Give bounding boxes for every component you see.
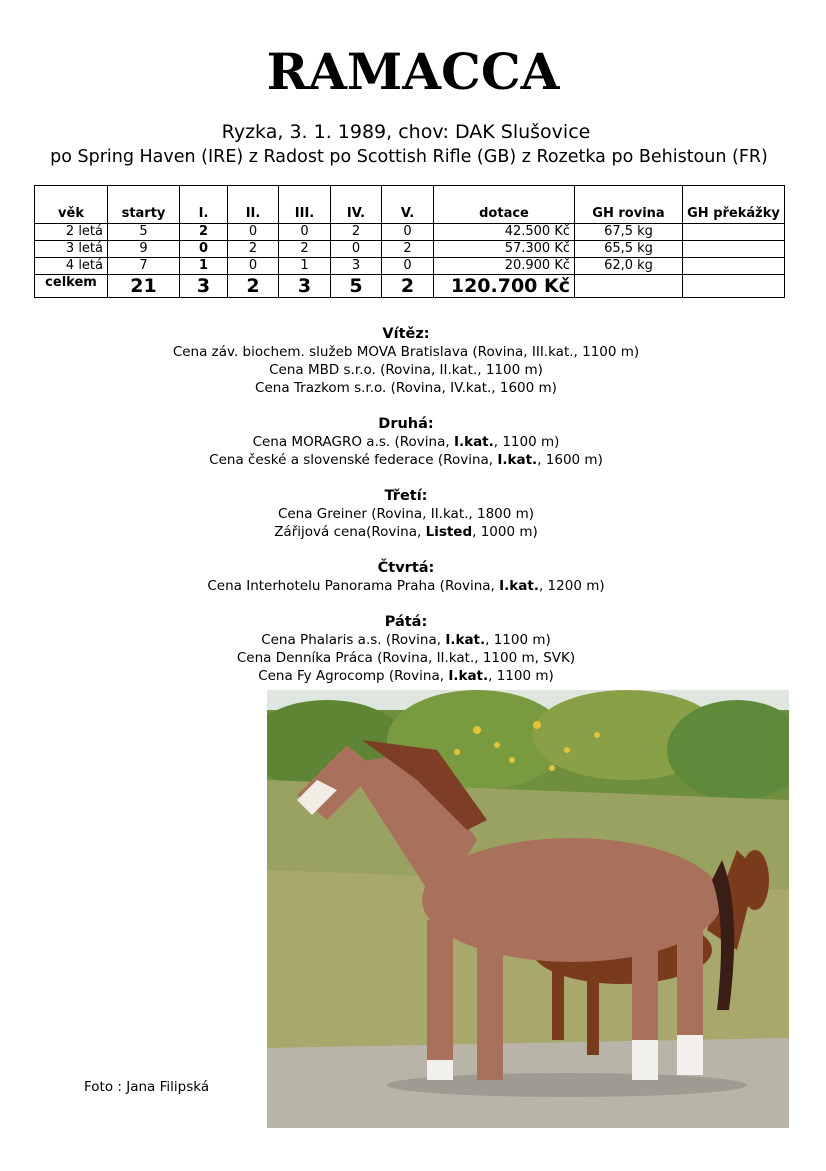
result-line: Cena Interhotelu Panorama Praha (Rovina, I.kat., 1200 m): [207, 578, 605, 594]
total-fourth: 5: [331, 275, 382, 298]
total-starts: 21: [108, 275, 180, 298]
race-results: [0, 325, 812, 685]
cell-fourth: 0: [331, 241, 382, 258]
cell-prize: 20.900 Kč: [434, 258, 575, 275]
cell-starts: 9: [108, 241, 180, 258]
total-fifth: 2: [382, 275, 434, 298]
horse-name-title: RAMACCA: [266, 42, 560, 101]
result-line: Cena Denníka Práca (Rovina, II.kat., 1100 m, SVK): [236, 650, 576, 666]
total-gh-flat: [575, 275, 683, 298]
cell-second: 2: [228, 241, 279, 258]
cell-fifth: 2: [382, 241, 434, 258]
col-header-prize: dotace: [434, 186, 575, 224]
cell-first: 2: [180, 224, 228, 241]
cell-age: 3 letá: [35, 241, 108, 258]
cell-gh-hurdle: [683, 258, 785, 275]
result-line: Cena Phalaris a.s. (Rovina, I.kat., 1100 m): [261, 632, 551, 648]
table-row: [35, 224, 785, 241]
pedigree-line: po Spring Haven (IRE) z Radost po Scottish Rifle (GB) z Rozetka po Behistoun (FR): [50, 147, 768, 167]
total-prize: 120.700 Kč: [434, 275, 575, 298]
cell-fourth: 2: [331, 224, 382, 241]
cell-gh-flat: 65,5 kg: [575, 241, 683, 258]
race-stats-table: [34, 185, 785, 298]
cell-second: 0: [228, 258, 279, 275]
cell-first: 1: [180, 258, 228, 275]
total-second: 2: [228, 275, 279, 298]
result-line: Cena MBD s.r.o. (Rovina, II.kat., 1100 m): [269, 362, 543, 378]
cell-starts: 7: [108, 258, 180, 275]
table-header-row: [35, 186, 785, 224]
cell-third: 2: [279, 241, 331, 258]
section-heading-second: Druhá:: [378, 416, 434, 432]
cell-age: 4 letá: [35, 258, 108, 275]
cell-fifth: 0: [382, 258, 434, 275]
horse-info: Ryzka, 3. 1. 1989, chov: DAK Slušovice: [221, 121, 591, 143]
section-heading-third: Třetí:: [384, 488, 428, 504]
total-first: 3: [180, 275, 228, 298]
cell-fifth: 0: [382, 224, 434, 241]
section-heading-winner: Vítěz:: [382, 326, 430, 342]
cell-third: 1: [279, 258, 331, 275]
result-line: Cena MORAGRO a.s. (Rovina, I.kat., 1100 m): [252, 434, 560, 450]
result-line: Zářijová cena(Rovina, Listed, 1000 m): [274, 524, 538, 540]
cell-prize: 42.500 Kč: [434, 224, 575, 241]
cell-first: 0: [180, 241, 228, 258]
cell-prize: 57.300 Kč: [434, 241, 575, 258]
cell-starts: 5: [108, 224, 180, 241]
photo-credit: Foto : Jana Filipská: [84, 1079, 210, 1095]
cell-gh-hurdle: [683, 241, 785, 258]
section-heading-fifth: Pátá:: [384, 614, 428, 630]
total-label: celkem: [35, 275, 108, 298]
total-third: 3: [279, 275, 331, 298]
cell-gh-flat: 62,0 kg: [575, 258, 683, 275]
cell-age: 2 letá: [35, 224, 108, 241]
horse-photo: [267, 690, 789, 1128]
result-line: Cena Fy Agrocomp (Rovina, I.kat., 1100 m): [258, 668, 554, 684]
table-row: [35, 241, 785, 258]
col-header-third: III.: [279, 186, 331, 224]
col-header-fourth: IV.: [331, 186, 382, 224]
section-heading-fourth: Čtvrtá:: [377, 560, 435, 576]
result-line: Cena české a slovenské federace (Rovina, I.kat., 1600 m): [209, 452, 603, 468]
col-header-age: věk: [35, 186, 108, 224]
col-header-second: II.: [228, 186, 279, 224]
col-header-gh-hurdle: GH překážky: [683, 186, 785, 224]
col-header-starts: starty: [108, 186, 180, 224]
cell-fourth: 3: [331, 258, 382, 275]
total-gh-hurdle: [683, 275, 785, 298]
cell-gh-flat: 67,5 kg: [575, 224, 683, 241]
cell-second: 0: [228, 224, 279, 241]
result-line: Cena Trazkom s.r.o. (Rovina, IV.kat., 1600 m): [255, 380, 557, 396]
col-header-gh-flat: GH rovina: [575, 186, 683, 224]
cell-third: 0: [279, 224, 331, 241]
table-row: [35, 258, 785, 275]
result-line: Cena záv. biochem. služeb MOVA Bratislava (Rovina, III.kat., 1100 m): [172, 344, 640, 360]
cell-gh-hurdle: [683, 224, 785, 241]
col-header-fifth: V.: [382, 186, 434, 224]
col-header-first: I.: [180, 186, 228, 224]
table-total-row: [35, 275, 785, 298]
result-line: Cena Greiner (Rovina, II.kat., 1800 m): [277, 506, 535, 522]
